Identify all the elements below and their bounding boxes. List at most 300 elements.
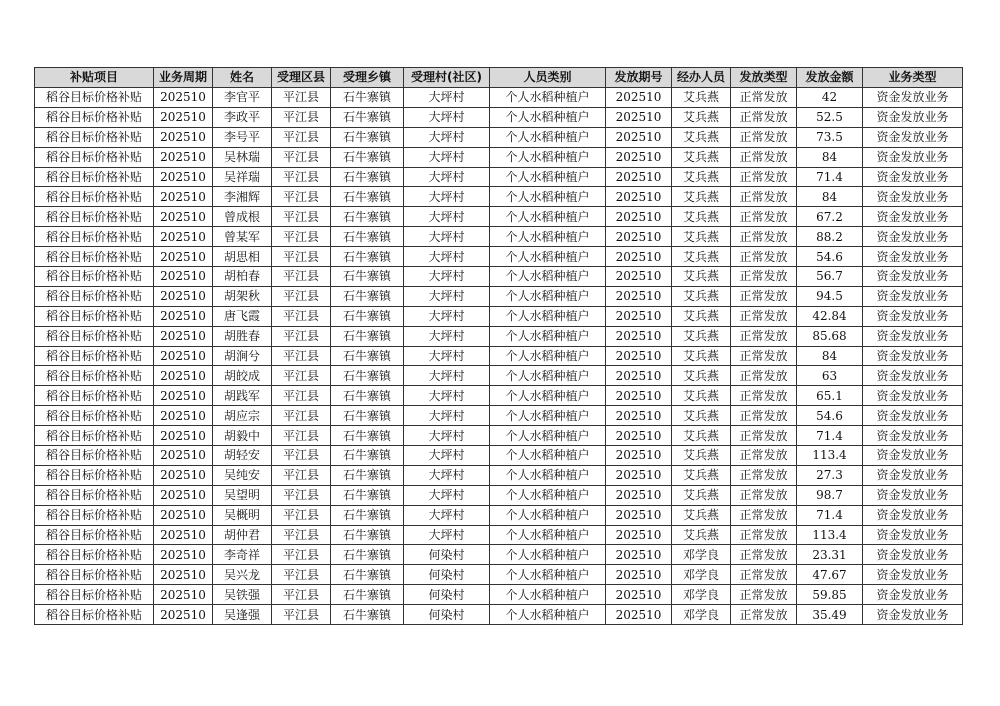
cell-township: 石牛寨镇: [331, 565, 404, 585]
cell-name: 曾某军: [213, 227, 272, 247]
cell-amount: 88.2: [797, 227, 863, 247]
cell-issue-type: 正常发放: [731, 127, 797, 147]
cell-business-type: 资金发放业务: [863, 565, 963, 585]
cell-amount: 113.4: [797, 446, 863, 466]
cell-handler: 艾兵燕: [672, 306, 731, 326]
cell-handler: 艾兵燕: [672, 187, 731, 207]
cell-village: 大坪村: [404, 386, 490, 406]
cell-handler: 艾兵燕: [672, 326, 731, 346]
cell-subsidy-item: 稻谷目标价格补贴: [35, 107, 154, 127]
cell-township: 石牛寨镇: [331, 605, 404, 625]
cell-amount: 84: [797, 346, 863, 366]
cell-business-type: 资金发放业务: [863, 605, 963, 625]
cell-person-category: 个人水稻种植户: [490, 545, 606, 565]
cell-issue-type: 正常发放: [731, 465, 797, 485]
cell-village: 大坪村: [404, 366, 490, 386]
cell-issue-period: 202510: [606, 286, 672, 306]
cell-township: 石牛寨镇: [331, 227, 404, 247]
cell-person-category: 个人水稻种植户: [490, 446, 606, 466]
cell-issue-period: 202510: [606, 346, 672, 366]
cell-subsidy-item: 稻谷目标价格补贴: [35, 326, 154, 346]
cell-subsidy-item: 稻谷目标价格补贴: [35, 505, 154, 525]
table-row: [35, 545, 963, 565]
cell-township: 石牛寨镇: [331, 147, 404, 167]
cell-issue-period: 202510: [606, 465, 672, 485]
cell-business-period: 202510: [154, 326, 213, 346]
cell-village: 大坪村: [404, 207, 490, 227]
table-row: [35, 227, 963, 247]
cell-amount: 42.84: [797, 306, 863, 326]
table-row: [35, 247, 963, 267]
table-row: [35, 446, 963, 466]
cell-county: 平江县: [272, 167, 331, 187]
header-row: [35, 68, 963, 88]
cell-subsidy-item: 稻谷目标价格补贴: [35, 585, 154, 605]
table-row: [35, 406, 963, 426]
cell-village: 何染村: [404, 565, 490, 585]
table-row: [35, 366, 963, 386]
cell-village: 大坪村: [404, 525, 490, 545]
cell-issue-period: 202510: [606, 485, 672, 505]
cell-amount: 54.6: [797, 247, 863, 267]
cell-business-period: 202510: [154, 386, 213, 406]
column-header-county: 受理区县: [272, 68, 331, 88]
table-row: [35, 585, 963, 605]
cell-business-type: 资金发放业务: [863, 505, 963, 525]
cell-business-type: 资金发放业务: [863, 585, 963, 605]
cell-handler: 艾兵燕: [672, 167, 731, 187]
cell-issue-type: 正常发放: [731, 605, 797, 625]
cell-person-category: 个人水稻种植户: [490, 107, 606, 127]
cell-subsidy-item: 稻谷目标价格补贴: [35, 267, 154, 287]
column-header-handler: 经办人员: [672, 68, 731, 88]
cell-issue-type: 正常发放: [731, 167, 797, 187]
cell-county: 平江县: [272, 485, 331, 505]
cell-amount: 54.6: [797, 406, 863, 426]
cell-business-period: 202510: [154, 366, 213, 386]
cell-issue-period: 202510: [606, 147, 672, 167]
cell-subsidy-item: 稻谷目标价格补贴: [35, 127, 154, 147]
cell-name: 胡皎成: [213, 366, 272, 386]
cell-county: 平江县: [272, 326, 331, 346]
table-row: [35, 147, 963, 167]
table-row: [35, 565, 963, 585]
cell-amount: 73.5: [797, 127, 863, 147]
table-row: [35, 426, 963, 446]
cell-issue-type: 正常发放: [731, 286, 797, 306]
cell-name: 胡架秋: [213, 286, 272, 306]
cell-issue-period: 202510: [606, 267, 672, 287]
cell-issue-period: 202510: [606, 525, 672, 545]
table-row: [35, 187, 963, 207]
cell-name: 吴逢强: [213, 605, 272, 625]
cell-person-category: 个人水稻种植户: [490, 88, 606, 108]
table-row: [35, 386, 963, 406]
cell-business-type: 资金发放业务: [863, 107, 963, 127]
cell-issue-period: 202510: [606, 306, 672, 326]
cell-business-period: 202510: [154, 267, 213, 287]
cell-county: 平江县: [272, 127, 331, 147]
cell-issue-type: 正常发放: [731, 525, 797, 545]
cell-name: 吴概明: [213, 505, 272, 525]
cell-amount: 35.49: [797, 605, 863, 625]
cell-village: 大坪村: [404, 247, 490, 267]
cell-person-category: 个人水稻种植户: [490, 187, 606, 207]
cell-village: 大坪村: [404, 267, 490, 287]
cell-issue-type: 正常发放: [731, 386, 797, 406]
cell-township: 石牛寨镇: [331, 585, 404, 605]
cell-amount: 113.4: [797, 525, 863, 545]
cell-subsidy-item: 稻谷目标价格补贴: [35, 88, 154, 108]
cell-business-period: 202510: [154, 227, 213, 247]
cell-handler: 艾兵燕: [672, 346, 731, 366]
cell-issue-type: 正常发放: [731, 326, 797, 346]
cell-business-type: 资金发放业务: [863, 247, 963, 267]
cell-subsidy-item: 稻谷目标价格补贴: [35, 286, 154, 306]
cell-business-type: 资金发放业务: [863, 406, 963, 426]
table-row: [35, 107, 963, 127]
cell-business-period: 202510: [154, 406, 213, 426]
cell-business-period: 202510: [154, 446, 213, 466]
cell-name: 胡思相: [213, 247, 272, 267]
cell-amount: 47.67: [797, 565, 863, 585]
cell-business-period: 202510: [154, 525, 213, 545]
cell-name: 吴望明: [213, 485, 272, 505]
cell-person-category: 个人水稻种植户: [490, 147, 606, 167]
cell-person-category: 个人水稻种植户: [490, 286, 606, 306]
cell-person-category: 个人水稻种植户: [490, 465, 606, 485]
table-row: [35, 605, 963, 625]
cell-name: 胡胜春: [213, 326, 272, 346]
cell-village: 大坪村: [404, 227, 490, 247]
cell-name: 吴兴龙: [213, 565, 272, 585]
cell-business-period: 202510: [154, 207, 213, 227]
cell-amount: 84: [797, 147, 863, 167]
cell-business-period: 202510: [154, 605, 213, 625]
cell-issue-type: 正常发放: [731, 88, 797, 108]
cell-subsidy-item: 稻谷目标价格补贴: [35, 167, 154, 187]
cell-subsidy-item: 稻谷目标价格补贴: [35, 605, 154, 625]
cell-business-type: 资金发放业务: [863, 465, 963, 485]
cell-person-category: 个人水稻种植户: [490, 426, 606, 446]
cell-amount: 94.5: [797, 286, 863, 306]
cell-business-period: 202510: [154, 127, 213, 147]
cell-business-type: 资金发放业务: [863, 545, 963, 565]
cell-business-type: 资金发放业务: [863, 446, 963, 466]
cell-county: 平江县: [272, 605, 331, 625]
cell-county: 平江县: [272, 207, 331, 227]
cell-person-category: 个人水稻种植户: [490, 366, 606, 386]
cell-county: 平江县: [272, 406, 331, 426]
cell-name: 胡应宗: [213, 406, 272, 426]
cell-township: 石牛寨镇: [331, 426, 404, 446]
column-header-issue-type: 发放类型: [731, 68, 797, 88]
column-header-subsidy-item: 补贴项目: [35, 68, 154, 88]
cell-issue-type: 正常发放: [731, 107, 797, 127]
cell-issue-period: 202510: [606, 366, 672, 386]
cell-business-period: 202510: [154, 585, 213, 605]
cell-township: 石牛寨镇: [331, 267, 404, 287]
cell-subsidy-item: 稻谷目标价格补贴: [35, 525, 154, 545]
table-row: [35, 267, 963, 287]
cell-business-type: 资金发放业务: [863, 366, 963, 386]
cell-township: 石牛寨镇: [331, 386, 404, 406]
cell-subsidy-item: 稻谷目标价格补贴: [35, 366, 154, 386]
cell-issue-period: 202510: [606, 565, 672, 585]
cell-name: 李政平: [213, 107, 272, 127]
cell-business-type: 资金发放业务: [863, 306, 963, 326]
cell-business-period: 202510: [154, 346, 213, 366]
cell-county: 平江县: [272, 247, 331, 267]
cell-handler: 艾兵燕: [672, 366, 731, 386]
cell-handler: 艾兵燕: [672, 207, 731, 227]
table-row: [35, 127, 963, 147]
cell-township: 石牛寨镇: [331, 107, 404, 127]
cell-issue-type: 正常发放: [731, 545, 797, 565]
cell-issue-period: 202510: [606, 247, 672, 267]
cell-village: 大坪村: [404, 326, 490, 346]
cell-village: 大坪村: [404, 147, 490, 167]
cell-issue-period: 202510: [606, 107, 672, 127]
cell-township: 石牛寨镇: [331, 485, 404, 505]
cell-subsidy-item: 稻谷目标价格补贴: [35, 386, 154, 406]
cell-village: 大坪村: [404, 88, 490, 108]
cell-township: 石牛寨镇: [331, 446, 404, 466]
cell-township: 石牛寨镇: [331, 286, 404, 306]
cell-handler: 邓学良: [672, 545, 731, 565]
table-row: [35, 525, 963, 545]
cell-business-period: 202510: [154, 505, 213, 525]
cell-amount: 63: [797, 366, 863, 386]
cell-township: 石牛寨镇: [331, 306, 404, 326]
cell-handler: 艾兵燕: [672, 286, 731, 306]
cell-village: 大坪村: [404, 446, 490, 466]
cell-issue-type: 正常发放: [731, 446, 797, 466]
column-header-amount: 发放金额: [797, 68, 863, 88]
subsidy-table: [34, 67, 963, 625]
cell-person-category: 个人水稻种植户: [490, 227, 606, 247]
cell-issue-period: 202510: [606, 386, 672, 406]
cell-handler: 艾兵燕: [672, 107, 731, 127]
cell-business-period: 202510: [154, 465, 213, 485]
cell-business-period: 202510: [154, 187, 213, 207]
cell-amount: 65.1: [797, 386, 863, 406]
cell-county: 平江县: [272, 346, 331, 366]
cell-subsidy-item: 稻谷目标价格补贴: [35, 446, 154, 466]
cell-business-period: 202510: [154, 485, 213, 505]
cell-name: 吴祥瑞: [213, 167, 272, 187]
table-row: [35, 346, 963, 366]
cell-business-period: 202510: [154, 545, 213, 565]
cell-name: 吴纯安: [213, 465, 272, 485]
cell-township: 石牛寨镇: [331, 326, 404, 346]
cell-issue-period: 202510: [606, 605, 672, 625]
cell-person-category: 个人水稻种植户: [490, 167, 606, 187]
cell-subsidy-item: 稻谷目标价格补贴: [35, 306, 154, 326]
cell-handler: 艾兵燕: [672, 446, 731, 466]
cell-business-type: 资金发放业务: [863, 207, 963, 227]
cell-handler: 艾兵燕: [672, 406, 731, 426]
cell-name: 李官平: [213, 88, 272, 108]
cell-village: 大坪村: [404, 167, 490, 187]
cell-issue-type: 正常发放: [731, 227, 797, 247]
cell-amount: 71.4: [797, 426, 863, 446]
cell-amount: 85.68: [797, 326, 863, 346]
cell-name: 胡涧兮: [213, 346, 272, 366]
table-row: [35, 485, 963, 505]
cell-handler: 艾兵燕: [672, 127, 731, 147]
cell-business-period: 202510: [154, 565, 213, 585]
cell-issue-period: 202510: [606, 187, 672, 207]
cell-issue-type: 正常发放: [731, 406, 797, 426]
cell-handler: 邓学良: [672, 605, 731, 625]
cell-township: 石牛寨镇: [331, 247, 404, 267]
cell-name: 李奇祥: [213, 545, 272, 565]
cell-county: 平江县: [272, 585, 331, 605]
cell-business-type: 资金发放业务: [863, 187, 963, 207]
cell-amount: 67.2: [797, 207, 863, 227]
cell-business-type: 资金发放业务: [863, 525, 963, 545]
cell-business-type: 资金发放业务: [863, 88, 963, 108]
table-row: [35, 326, 963, 346]
cell-issue-period: 202510: [606, 167, 672, 187]
cell-issue-type: 正常发放: [731, 346, 797, 366]
cell-county: 平江县: [272, 306, 331, 326]
cell-name: 胡仲君: [213, 525, 272, 545]
cell-subsidy-item: 稻谷目标价格补贴: [35, 406, 154, 426]
cell-issue-period: 202510: [606, 326, 672, 346]
cell-county: 平江县: [272, 366, 331, 386]
cell-amount: 84: [797, 187, 863, 207]
cell-person-category: 个人水稻种植户: [490, 485, 606, 505]
cell-township: 石牛寨镇: [331, 545, 404, 565]
cell-business-period: 202510: [154, 247, 213, 267]
cell-county: 平江县: [272, 465, 331, 485]
cell-business-type: 资金发放业务: [863, 167, 963, 187]
cell-subsidy-item: 稻谷目标价格补贴: [35, 426, 154, 446]
cell-issue-type: 正常发放: [731, 207, 797, 227]
cell-village: 何染村: [404, 585, 490, 605]
cell-issue-type: 正常发放: [731, 247, 797, 267]
cell-issue-type: 正常发放: [731, 565, 797, 585]
cell-amount: 52.5: [797, 107, 863, 127]
cell-handler: 艾兵燕: [672, 88, 731, 108]
cell-business-type: 资金发放业务: [863, 267, 963, 287]
cell-name: 唐飞霞: [213, 306, 272, 326]
cell-handler: 艾兵燕: [672, 525, 731, 545]
cell-name: 曾成根: [213, 207, 272, 227]
cell-person-category: 个人水稻种植户: [490, 585, 606, 605]
cell-village: 何染村: [404, 545, 490, 565]
cell-county: 平江县: [272, 386, 331, 406]
table-row: [35, 88, 963, 108]
cell-name: 吴林瑞: [213, 147, 272, 167]
cell-handler: 邓学良: [672, 565, 731, 585]
cell-business-type: 资金发放业务: [863, 286, 963, 306]
cell-village: 大坪村: [404, 505, 490, 525]
cell-person-category: 个人水稻种植户: [490, 127, 606, 147]
cell-issue-period: 202510: [606, 88, 672, 108]
cell-name: 胡毅中: [213, 426, 272, 446]
cell-business-period: 202510: [154, 88, 213, 108]
cell-issue-period: 202510: [606, 406, 672, 426]
cell-village: 大坪村: [404, 406, 490, 426]
cell-township: 石牛寨镇: [331, 187, 404, 207]
cell-business-period: 202510: [154, 147, 213, 167]
cell-business-type: 资金发放业务: [863, 426, 963, 446]
cell-village: 大坪村: [404, 127, 490, 147]
table-row: [35, 505, 963, 525]
table-row: [35, 306, 963, 326]
cell-issue-period: 202510: [606, 446, 672, 466]
cell-issue-type: 正常发放: [731, 505, 797, 525]
cell-person-category: 个人水稻种植户: [490, 525, 606, 545]
cell-issue-period: 202510: [606, 505, 672, 525]
cell-subsidy-item: 稻谷目标价格补贴: [35, 207, 154, 227]
cell-amount: 59.85: [797, 585, 863, 605]
cell-township: 石牛寨镇: [331, 207, 404, 227]
cell-issue-period: 202510: [606, 227, 672, 247]
cell-village: 大坪村: [404, 107, 490, 127]
cell-handler: 艾兵燕: [672, 465, 731, 485]
cell-subsidy-item: 稻谷目标价格补贴: [35, 545, 154, 565]
cell-business-period: 202510: [154, 167, 213, 187]
cell-name: 胡轻安: [213, 446, 272, 466]
cell-business-period: 202510: [154, 426, 213, 446]
table-row: [35, 286, 963, 306]
cell-issue-period: 202510: [606, 207, 672, 227]
cell-village: 大坪村: [404, 426, 490, 446]
table-row: [35, 167, 963, 187]
cell-township: 石牛寨镇: [331, 406, 404, 426]
cell-subsidy-item: 稻谷目标价格补贴: [35, 465, 154, 485]
cell-county: 平江县: [272, 107, 331, 127]
cell-issue-period: 202510: [606, 127, 672, 147]
cell-issue-type: 正常发放: [731, 267, 797, 287]
cell-township: 石牛寨镇: [331, 525, 404, 545]
cell-township: 石牛寨镇: [331, 167, 404, 187]
cell-county: 平江县: [272, 286, 331, 306]
cell-issue-type: 正常发放: [731, 366, 797, 386]
cell-issue-type: 正常发放: [731, 187, 797, 207]
cell-village: 大坪村: [404, 465, 490, 485]
cell-issue-type: 正常发放: [731, 306, 797, 326]
cell-county: 平江县: [272, 426, 331, 446]
cell-amount: 27.3: [797, 465, 863, 485]
cell-township: 石牛寨镇: [331, 505, 404, 525]
column-header-township: 受理乡镇: [331, 68, 404, 88]
cell-person-category: 个人水稻种植户: [490, 306, 606, 326]
cell-amount: 42: [797, 88, 863, 108]
cell-county: 平江县: [272, 565, 331, 585]
cell-business-period: 202510: [154, 306, 213, 326]
cell-amount: 71.4: [797, 167, 863, 187]
cell-village: 大坪村: [404, 187, 490, 207]
cell-name: 胡践军: [213, 386, 272, 406]
cell-township: 石牛寨镇: [331, 346, 404, 366]
cell-subsidy-item: 稻谷目标价格补贴: [35, 147, 154, 167]
cell-business-type: 资金发放业务: [863, 227, 963, 247]
cell-person-category: 个人水稻种植户: [490, 565, 606, 585]
cell-issue-type: 正常发放: [731, 485, 797, 505]
cell-person-category: 个人水稻种植户: [490, 406, 606, 426]
cell-person-category: 个人水稻种植户: [490, 247, 606, 267]
cell-handler: 艾兵燕: [672, 247, 731, 267]
cell-business-type: 资金发放业务: [863, 346, 963, 366]
cell-business-period: 202510: [154, 286, 213, 306]
cell-amount: 71.4: [797, 505, 863, 525]
cell-subsidy-item: 稻谷目标价格补贴: [35, 565, 154, 585]
